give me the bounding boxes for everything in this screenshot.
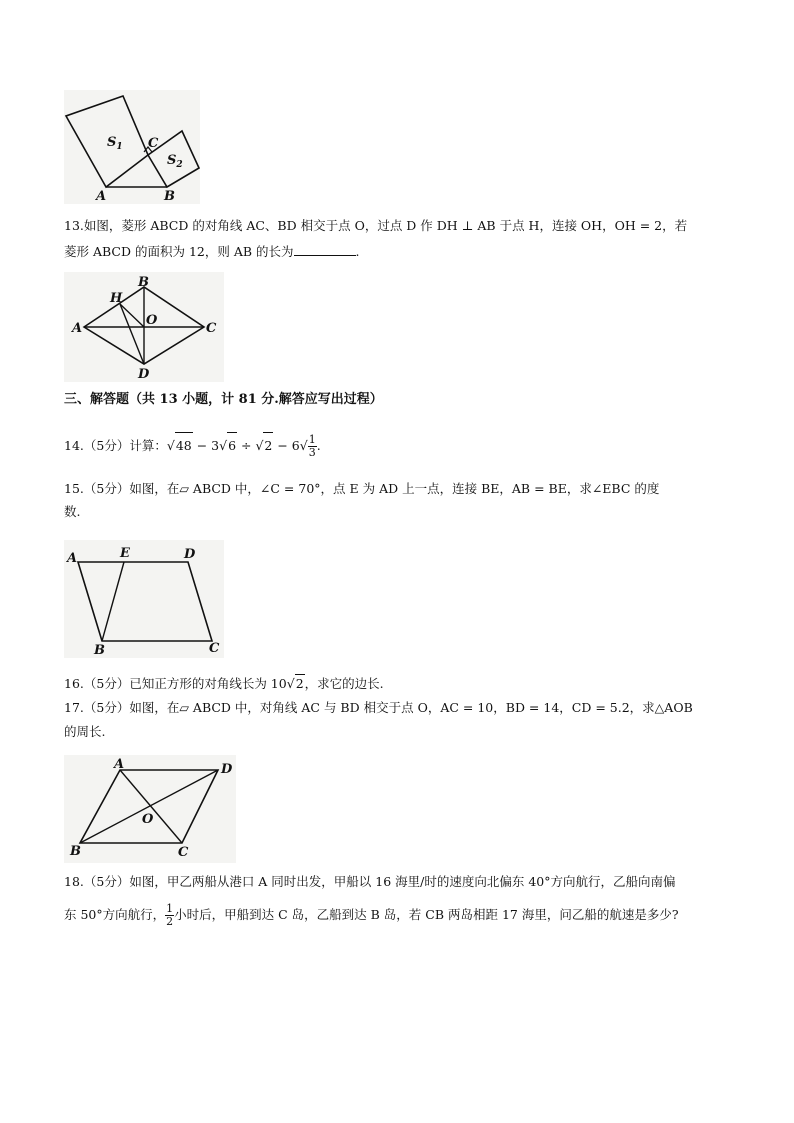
q15-line-1: 15.（5分）如图，在▱ ABCD 中，∠C = 70°，点 E 为 AD 上一点，连接 BE，AB = BE，求∠EBC 的度 (64, 481, 660, 496)
figure-parallelogram-abcd-e (64, 540, 224, 658)
label-b: B (70, 844, 81, 859)
q13-text: 菱形 ABCD 的面积为 12，则 AB 的长为 (64, 244, 294, 259)
q18-text-b: 小时后，甲船到达 C 岛，乙船到达 B 岛，若 CB 两岛相距 17 海里，问乙船的航速是多少? (174, 907, 679, 922)
answer-blank[interactable] (294, 243, 356, 256)
divide-sign: ÷ (237, 438, 256, 453)
label-e: E (120, 546, 130, 561)
label-o: O (146, 313, 158, 328)
figure-pythagorean-squares (64, 90, 200, 204)
label-d: D (184, 547, 196, 562)
fraction-one-third: $\frac{1}{3}$ (308, 433, 316, 459)
label-h: H (110, 291, 123, 306)
label-a: A (72, 321, 83, 336)
q16-text: 16.（5分）已知正方形的对角线长为 10 (64, 676, 287, 691)
segment-dh (120, 304, 144, 364)
section-3-heading: 三、解答题（共 13 小题，计 81 分.解答应写出过程） (64, 392, 383, 407)
term-minus-6: − 6 (273, 438, 300, 453)
q17-line-1: 17.（5分）如图，在▱ ABCD 中，对角线 AC 与 BD 相交于点 O，AC = 10，BD = 14，CD = 5.2，求△AOB (64, 700, 693, 715)
q18-text-a: 东 50°方向航行， (64, 907, 166, 922)
label-c: C (148, 136, 159, 151)
figure-rhombus (64, 272, 224, 382)
q17-line-2: 的周长. (64, 724, 106, 739)
label-a: A (114, 757, 125, 772)
q13-period: . (355, 244, 360, 259)
q18-line-1: 18.（5分）如图，甲乙两船从港口 A 同时出发，甲船以 16 海里/时的速度向北偏东 40°方向航行，乙船向南偏 (64, 874, 676, 889)
segment-oh (120, 304, 144, 327)
q13-line-2 (64, 243, 360, 261)
q13-line-1: 13.如图，菱形 ABCD 的对角线 AC、BD 相交于点 O，过点 D 作 DH ⊥ AB 于点 H，连接 OH，OH = 2，若 (64, 218, 688, 233)
q18-line-2 (64, 902, 679, 928)
q16-line: 16.（5分）已知正方形的对角线长为 10√2，求它的边长. (64, 676, 384, 691)
label-a: A (67, 551, 78, 566)
figure-parallelogram-diagonals (64, 755, 236, 863)
label-b: B (138, 275, 149, 290)
segment-be (102, 562, 124, 641)
q14-line: 14.（5分）计算：√48 − 3√6 ÷ √2 − 6√ $\frac{1}{3}$ . (64, 433, 321, 459)
label-s1: $S_1$ (107, 135, 123, 152)
label-d: D (138, 367, 150, 382)
label-a: A (96, 189, 107, 204)
fraction-one-half: $\frac{1}{2}$ (166, 902, 174, 928)
label-c: C (209, 641, 220, 656)
radicand-2: 2 (295, 676, 304, 691)
q16-text-end: ，求它的边长. (304, 676, 384, 691)
label-b: B (94, 643, 105, 658)
parallelogram-outline (78, 562, 212, 641)
label-s2: $S_2$ (167, 153, 183, 170)
label-o: O (142, 812, 154, 827)
label-d: D (221, 762, 233, 777)
label-c: C (178, 845, 189, 860)
q15-line-2: 数. (64, 504, 81, 519)
label-b: B (164, 189, 175, 204)
radicand-48: 48 (175, 432, 193, 459)
label-c: C (206, 321, 217, 336)
radicand-2: 2 (263, 432, 273, 459)
q14-period: . (316, 438, 321, 453)
radicand-6: 6 (227, 432, 237, 459)
sqrt-symbol: √ (166, 438, 175, 453)
diagonal-ac (120, 770, 182, 843)
q14-prefix: 14.（5分）计算： (64, 438, 167, 453)
term-minus-3: − 3 (192, 438, 220, 453)
